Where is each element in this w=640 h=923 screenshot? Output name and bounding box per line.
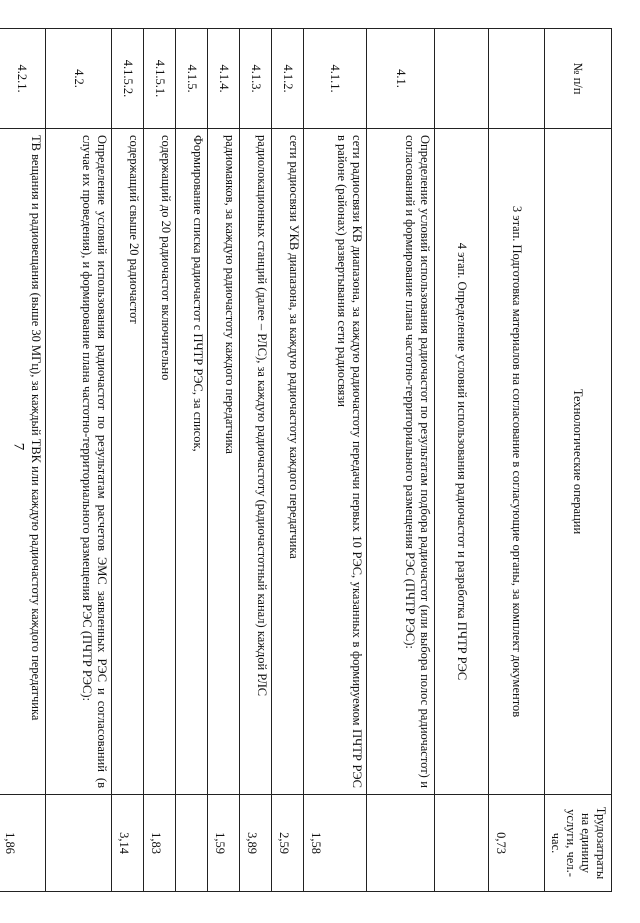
table-header-row bbox=[545, 29, 612, 892]
table-row bbox=[304, 29, 367, 892]
row-value: 1,83 bbox=[144, 795, 176, 892]
document-sheet bbox=[3, 28, 612, 892]
table-cell-value bbox=[435, 795, 489, 892]
stage3-value: 0,73 bbox=[489, 795, 545, 892]
row-operation: Определение условий использования радиочастот по результатам расчетов ЭМС заявленных РЭС и согласований (в случае их проведения), и формирование плана частотно-территориального размещения РЭС (ПЧТР РЭС): bbox=[46, 129, 112, 795]
row-num: 4.1.5.1. bbox=[144, 29, 176, 129]
row-operation: радиолокационных станций (далее – РЛС), за каждую радиочастоту (радиочастотный канал) каждой РЛС bbox=[240, 129, 272, 795]
table-row bbox=[112, 29, 144, 892]
table-row bbox=[176, 29, 208, 892]
row-operation: содержащий до 20 радиочастот включительно bbox=[144, 129, 176, 795]
row-value: 3,89 bbox=[240, 795, 272, 892]
table-row bbox=[240, 29, 272, 892]
row-operation: сети радиосвязи УКВ диапазона, за каждую радиочастоту каждого передатчика bbox=[272, 129, 304, 795]
stage4-title: 4 этап. Определение условий использования радиочастот и разработка ПЧТР РЭС bbox=[435, 129, 489, 795]
row-value: 2,59 bbox=[272, 795, 304, 892]
row-value: 1,86 bbox=[0, 795, 46, 892]
row-operation: радиомаяков, за каждую радиочастоту каждого передатчика bbox=[208, 129, 240, 795]
table-row bbox=[144, 29, 176, 892]
row-operation: содержащий свыше 20 радиочастот bbox=[112, 129, 144, 795]
table-row bbox=[46, 29, 112, 892]
row-operation: Формирование списка радиочастот с ПЧТР РЭС, за список, bbox=[176, 129, 208, 795]
page-number: 7 bbox=[10, 442, 27, 451]
row-num: 4.1.3. bbox=[240, 29, 272, 129]
row-num: 4.1.5. bbox=[176, 29, 208, 129]
row-value: 1,59 bbox=[208, 795, 240, 892]
row-value bbox=[367, 795, 435, 892]
table-cell-num bbox=[489, 29, 545, 129]
row-num: 4.2. bbox=[46, 29, 112, 129]
rotated-table-wrapper bbox=[3, 28, 612, 892]
row-num: 4.1.5.2. bbox=[112, 29, 144, 129]
row-num: 4.1. bbox=[367, 29, 435, 129]
row-num: 4.2.1. bbox=[0, 29, 46, 129]
row-operation: Определение условий использования радиочастот по результатам подбора радиочастот (или выбора полос радиочастот) и согласований и формирование плана частотно-территориального размещения РЭС (ПЧТР РЭС): bbox=[367, 129, 435, 795]
row-num: 4.1.4. bbox=[208, 29, 240, 129]
row-value bbox=[46, 795, 112, 892]
row-operation: ТВ вещания и радиовещания (выше 30 МГц), за каждый ТВК или каждую радиочастоту каждого передатчика bbox=[0, 129, 46, 795]
header-num: № п/п bbox=[545, 29, 612, 129]
header-labor: Трудозатраты на единицу услуги, чел.-час. bbox=[545, 795, 612, 892]
table-row bbox=[208, 29, 240, 892]
table-row-stage4 bbox=[435, 29, 489, 892]
table-cell-num bbox=[435, 29, 489, 129]
labor-cost-table bbox=[0, 28, 612, 892]
row-value: 1,58 bbox=[304, 795, 367, 892]
table-row bbox=[367, 29, 435, 892]
row-operation: сети радиосвязи КВ диапазона, за каждую радиочастоту передачи первых 10 РЭС, указанных в формируемом ПЧТР РЭС в районе (районах) развертывания сети радиосвязи bbox=[304, 129, 367, 795]
table-row bbox=[0, 29, 46, 892]
header-operation: Технологические операции bbox=[545, 129, 612, 795]
row-num: 4.1.1. bbox=[304, 29, 367, 129]
table-row bbox=[272, 29, 304, 892]
stage3-title: 3 этап. Подготовка материалов на согласование в согласующие органы, за комплект документов bbox=[489, 129, 545, 795]
table-row-stage3 bbox=[489, 29, 545, 892]
row-value: 3,14 bbox=[112, 795, 144, 892]
row-num: 4.1.2. bbox=[272, 29, 304, 129]
row-value bbox=[176, 795, 208, 892]
